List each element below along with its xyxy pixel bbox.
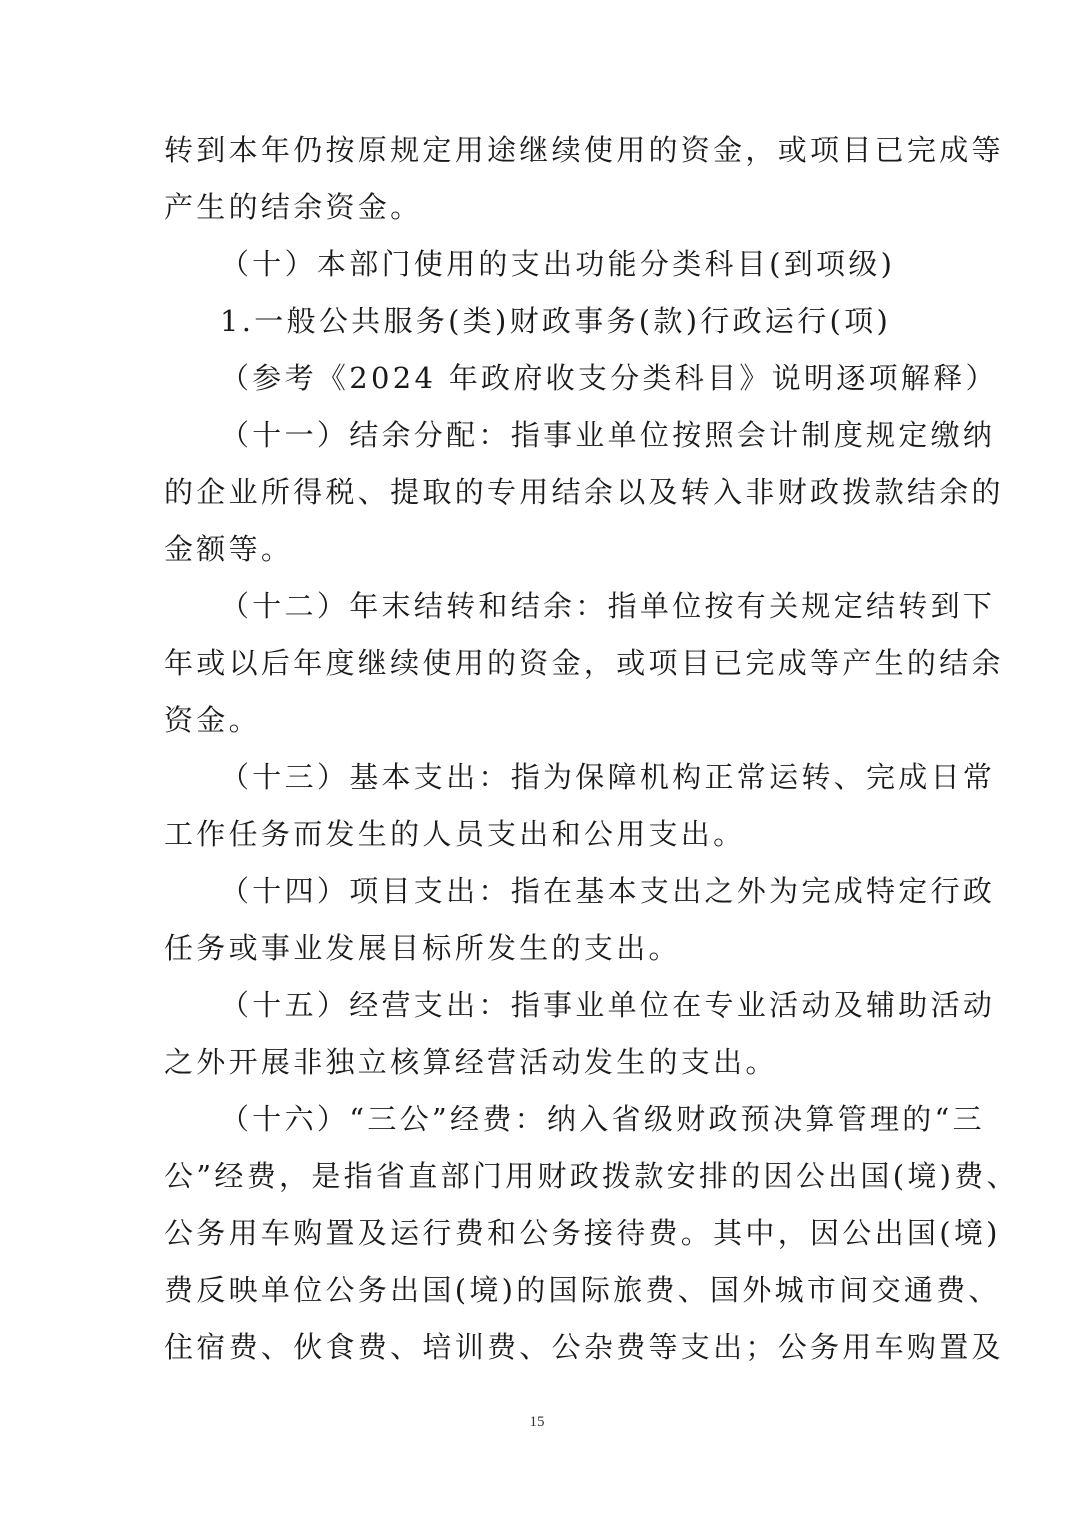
text-line: 公务用车购置及运行费和公务接待费。其中，因公出国(境) [164, 1216, 1001, 1250]
text-line: 资金。 [164, 703, 261, 737]
page-number: 15 [529, 1414, 545, 1430]
section-heading: （十二）年末结转和结余：指单位按有关规定结转到下 [220, 589, 996, 623]
section-heading: （十一）结余分配：指事业单位按照会计制度规定缴纳 [220, 418, 996, 452]
text-line: 任务或事业发展目标所发生的支出。 [164, 931, 681, 965]
text-line: 年或以后年度继续使用的资金，或项目已完成等产生的结余 [164, 646, 1004, 680]
section-heading: （十）本部门使用的支出功能分类科目(到项级) [220, 247, 896, 281]
section-heading: （十三）基本支出：指为保障机构正常运转、完成日常 [220, 760, 996, 794]
text-line: （参考《2024 年政府收支分类科目》说明逐项解释） [220, 361, 998, 395]
text-line: 住宿费、伙食费、培训费、公杂费等支出；公务用车购置及 [164, 1330, 1004, 1364]
text-line: 公”经费，是指省直部门用财政拨款安排的因公出国(境)费、 [164, 1159, 1019, 1193]
section-heading: （十四）项目支出：指在基本支出之外为完成特定行政 [220, 874, 996, 908]
text-line: 金额等。 [164, 532, 294, 566]
text-line: 转到本年仍按原规定用途继续使用的资金，或项目已完成等 [164, 133, 1004, 167]
section-heading: （十六）“三公”经费：纳入省级财政预决算管理的“三 [220, 1102, 985, 1136]
section-heading: （十五）经营支出：指事业单位在专业活动及辅助活动 [220, 988, 996, 1022]
text-line: 费反映单位公务出国(境)的国际旅费、国外城市间交通费、 [164, 1273, 1001, 1307]
text-line: 的企业所得税、提取的专用结余以及转入非财政拨款结余的 [164, 475, 1004, 509]
text-line: 之外开展非独立核算经营活动发生的支出。 [164, 1045, 778, 1079]
subsection-heading: 1.一般公共服务(类)财政事务(款)行政运行(项) [220, 304, 892, 338]
text-line: 工作任务而发生的人员支出和公用支出。 [164, 817, 746, 851]
text-line: 产生的结余资金。 [164, 190, 423, 224]
